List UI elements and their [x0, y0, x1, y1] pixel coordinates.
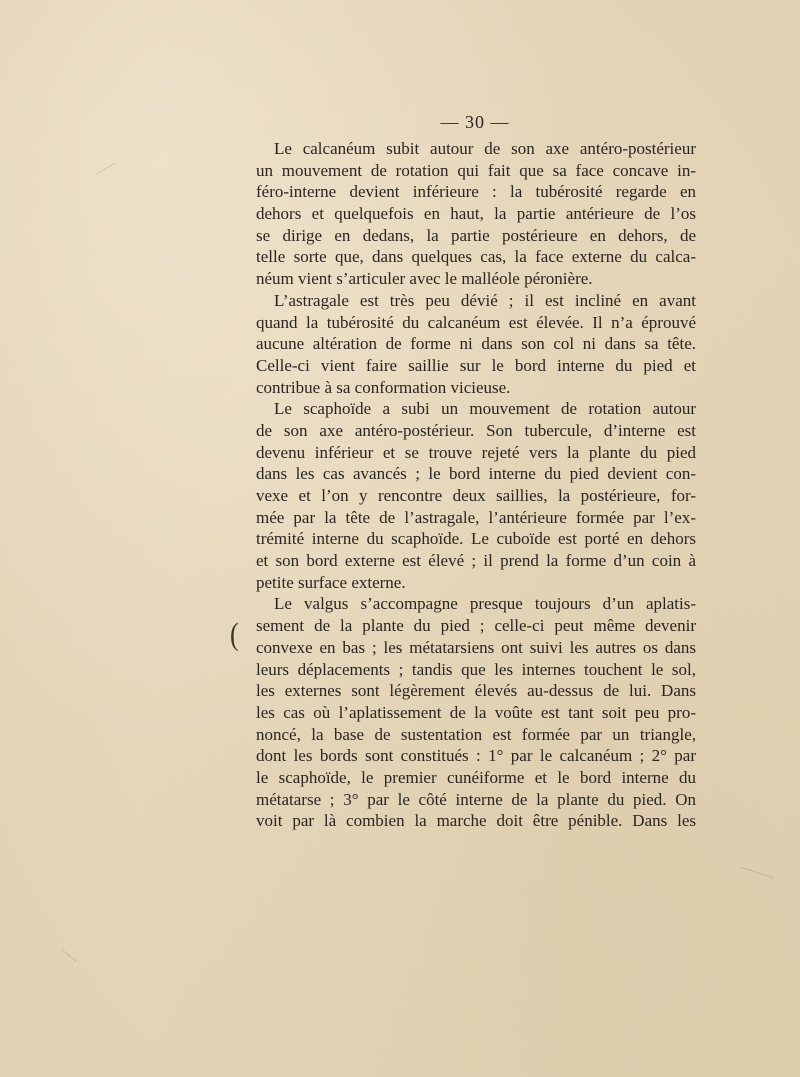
text-line: Le valgus s’accompagne presque toujours d’un aplatis-	[274, 594, 696, 614]
text-line: dans les cas avancés ; le bord interne du pied devient con-	[256, 464, 696, 484]
text-line: aucune altération de forme ni dans son col ni dans sa tête.	[256, 334, 696, 354]
text-line: L’astragale est très peu dévié ; il est incliné en avant	[274, 290, 696, 310]
text-line: devenu inférieur et se trouve rejeté vers la plante du pied	[256, 442, 696, 462]
text-line: néum vient s’articuler avec le malléole péronière.	[256, 269, 593, 289]
text-line: le scaphoïde, le premier cunéiforme et le bord interne du	[256, 767, 696, 787]
paper-fiber	[741, 867, 774, 878]
text-line: petite surface externe.	[256, 572, 406, 592]
text-line: trémité interne du scaphoïde. Le cuboïde est porté en dehors	[256, 529, 696, 549]
text-line: les externes sont légèrement élevés au-dessus de lui. Dans	[256, 681, 696, 701]
text-line: vexe et l’on y rencontre deux saillies, la postérieure, for-	[256, 486, 696, 505]
text-line: métatarse ; 3° par le côté interne de la plante du pied. On	[256, 789, 696, 809]
text-line: leurs déplacements ; tandis que les internes touchent le sol,	[256, 659, 696, 679]
text-line: Le scaphoïde a subi un mouvement de rotation autour	[274, 399, 696, 419]
text-line: féro-interne devient inférieure : la tubérosité regarde en	[256, 182, 696, 202]
text-line: se dirige en dedans, la partie postérieure en dehors, de	[256, 225, 696, 245]
text-line: voit par là combien la marche doit être pénible. Dans les	[256, 811, 696, 831]
margin-mark: (	[230, 617, 239, 652]
text-line: sement de la plante du pied ; celle-ci peut même devenir	[256, 616, 696, 636]
page-number: — 30 —	[440, 112, 510, 132]
text-line: un mouvement de rotation qui fait que sa face concave in-	[256, 160, 696, 180]
text-line: Celle-ci vient faire saillie sur le bord interne du pied et	[256, 355, 696, 375]
paper-fiber	[96, 163, 116, 175]
text-line: telle sorte que, dans quelques cas, la face externe du calca-	[256, 247, 696, 267]
text-line: dont les bords sont constitués : 1° par le calcanéum ; 2° par	[256, 746, 696, 766]
text-line: de son axe antéro-postérieur. Son tubercule, d’interne est	[256, 420, 696, 440]
paper-fiber	[62, 949, 76, 961]
text-line: quand la tubérosité du calcanéum est élevée. Il n’a éprouvé	[256, 312, 696, 332]
body-text	[256, 138, 696, 832]
text-line: et son bord externe est élevé ; il prend la forme d’un coin à	[256, 551, 696, 571]
text-line: convexe en bas ; les métatarsiens ont suivi les autres os dans	[256, 637, 696, 657]
text-line: contribue à sa conformation vicieuse.	[256, 377, 511, 397]
text-line: dehors et quelquefois en haut, la partie antérieure de l’os	[256, 204, 696, 224]
text-line: mée par la tête de l’astragale, l’antérieure formée par l’ex-	[256, 507, 696, 527]
text-line: noncé, la base de sustentation est formée par un triangle,	[256, 724, 696, 744]
text-line: les cas où l’aplatissement de la voûte est tant soit peu pro-	[256, 702, 696, 722]
text-line: Le calcanéum subit autour de son axe antéro-postérieur	[274, 139, 696, 158]
